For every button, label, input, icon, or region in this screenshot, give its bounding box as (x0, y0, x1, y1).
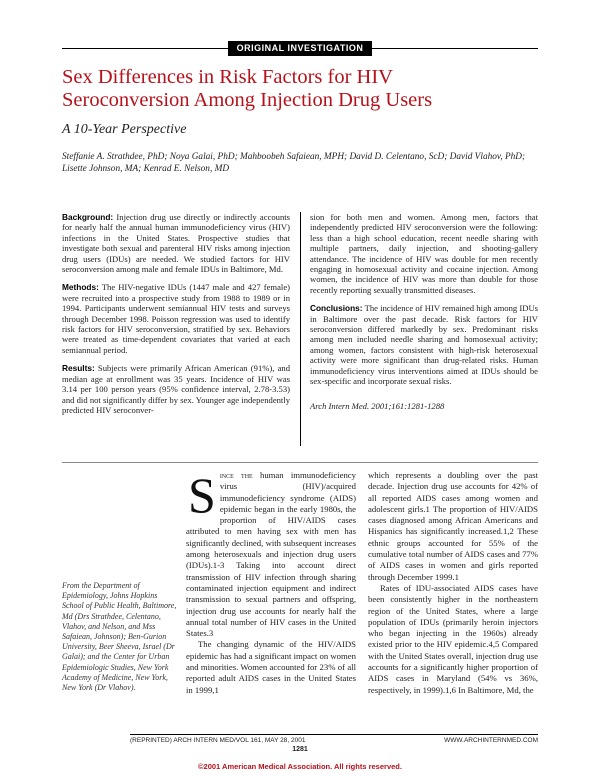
methods-heading: Methods: (62, 282, 99, 293)
affiliation-note: From the Department of Epidemiology, Johns Hopkins School of Public Health, Baltimore, Md (Drs Strathdee, Celentano, Vlahov, and Nelson, and Mss Safaiean, Johnson); Ben-Gurion University, Beer Sheeva, Israel (Dr Galai); and the Center for Urban Epidemiologic Studies, New York Academy of Medicine, New York, New York (Dr Vlahov). (62, 581, 177, 693)
abstract-bottom-rule (62, 462, 538, 463)
abstract-conclusions (310, 303, 538, 386)
results-heading: Results: (62, 363, 95, 374)
results-text: Subjects were primarily African American (91%), and median age at enrollment was 35 years. Incidence of HIV was 3.14 per 100 person years (95% confidence interval, 2.78-3.53) and did not significantly differ by sex. Younger age independently predicted HIV seroconver- (62, 363, 290, 415)
abstract-divider (300, 212, 301, 446)
abstract-results (62, 363, 290, 415)
title-line-1: Sex Differences in Risk Factors for HIV (62, 66, 393, 88)
page-number: 1281 (292, 746, 308, 753)
abstract-background (62, 212, 290, 274)
citation: Arch Intern Med. 2001;161:1281-1288 (310, 400, 445, 411)
article-subtitle: A 10-Year Perspective (62, 122, 187, 137)
abstract-methods (62, 282, 290, 355)
background-text: Injection drug use directly or indirectly accounts for nearly half the annual human immunodeficiency virus (HIV) infections in the United States. Prospective studies that investigate both sexual and parenteral HIV risks among injection drug users (IDUs) are needed. We studied factors for HIV seroconversion among male and female IDUs in Baltimore, Md. (62, 212, 291, 275)
methods-text: The HIV-negative IDUs (1447 male and 427 female) were recruited into a prospective study from 1988 to 1989 or in 1994. Participants underwent semiannual HIV tests and surveys through December 1998. Poisson regression was used to identify risk factors for HIV seroconversion, stratified by sex. Behaviors were treated as time-dependent covariates that varied at each semiannual period. (62, 282, 290, 355)
body-column-2 (368, 470, 538, 696)
journal-issue: (REPRINTED) ARCH INTERN MED/VOL 161, MAY 28, 2001 (130, 737, 306, 744)
body-column-1 (186, 467, 356, 696)
background-heading: Background: (62, 212, 114, 222)
drop-cap: S (188, 467, 216, 523)
body-paragraph-3: which represents a doubling over the past decade. Injection drug use accounts for 42% of all reported AIDS cases among women and adolescent girls.1 The proportion of HIV/AIDS cases diagnosed among African Americans and Hispanics has significantly increased.1,2 These ethnic groups accounted for 55% of the cumulative total number of AIDS cases and 77% of AIDS cases in women and girls reported through December 1999.1 (368, 470, 538, 582)
title-line-2: Seroconversion Among Injection Drug Users (62, 89, 433, 111)
copyright-notice: ©2001 American Medical Association. All rights reserved. (198, 762, 402, 771)
lead-small-caps: ince the (219, 470, 253, 480)
body-paragraph-1 (186, 467, 356, 639)
article-title (62, 66, 542, 112)
journal-url[interactable]: WWW.ARCHINTERNMED.COM (444, 737, 538, 744)
section-banner: ORIGINAL INVESTIGATION (228, 41, 372, 56)
abstract-left-column (62, 212, 290, 423)
abstract-right-column (310, 212, 538, 419)
results-continued: sion for both men and women. Among men, factors that independently predicted HIV seroconversion were the following: less than a high school education, recent needle sharing with multiple partners, daily injection, and shooting-gallery attendance. The incidence of HIV was double for men recently engaging in homosexual activity and cocaine injection. Among women, the incidence of HIV was more than double for those recently reporting sexually transmitted diseases. (310, 212, 538, 295)
footer-rule (130, 734, 538, 735)
body-paragraph-2: The changing dynamic of the HIV/AIDS epidemic has had a significant impact on women and minorities. Women accounted for 23% of all reported adult AIDS cases in the United States in 1999,1 (186, 639, 356, 695)
author-list: Steffanie A. Strathdee, PhD; Noya Galai, PhD; Mahboobeh Safaiean, MPH; David D. Celentano, ScD; David Vlahov, PhD; Lisette Johnson, MA; Kenrad E. Nelson, MD (62, 152, 526, 174)
body-paragraph-4: Rates of IDU-associated AIDS cases have been consistently higher in the northeastern region of the United States, where a large population of IDUs (primarily heroin injectors who began injecting in the 1960s) already existed prior to the HIV epidemic.4,5 Compared with the United States overall, injection drug use accounts for a significantly higher proportion of AIDS cases in Maryland (54% vs 36%, respectively, in 1999).1,6 In Baltimore, Md, the (368, 582, 538, 695)
conclusions-heading: Conclusions: (310, 303, 363, 314)
body-paragraph-1-text: human immunodeficiency virus (HIV)/acquired immunodeficiency syndrome (AIDS) epidemic began in the early 1980s, the proportion of HIV/AIDS cases attributed to men having sex with men has significantly declined, with subsequent increases among heterosexuals and injection drug users (IDUs).1-3 Taking into account direct transmission of HIV infection through sharing contaminated injection equipment and indirect transmission to sexual partners and offspring, injection drug use accounts for nearly half the annual total number of HIV cases in the United States.3 (186, 470, 356, 639)
conclusions-text: The incidence of HIV remained high among IDUs in Baltimore over the past decade. Risk factors for HIV seroconversion differed markedly by sex. Predominant risks among men included needle sharing and homosexual activity; among women, factors consistent with high-risk heterosexual activity were more significant than drug-related risks. Human immunodeficiency virus interventions aimed at IDUs should be sex-specific and incorporate sexual risks. (310, 303, 539, 387)
